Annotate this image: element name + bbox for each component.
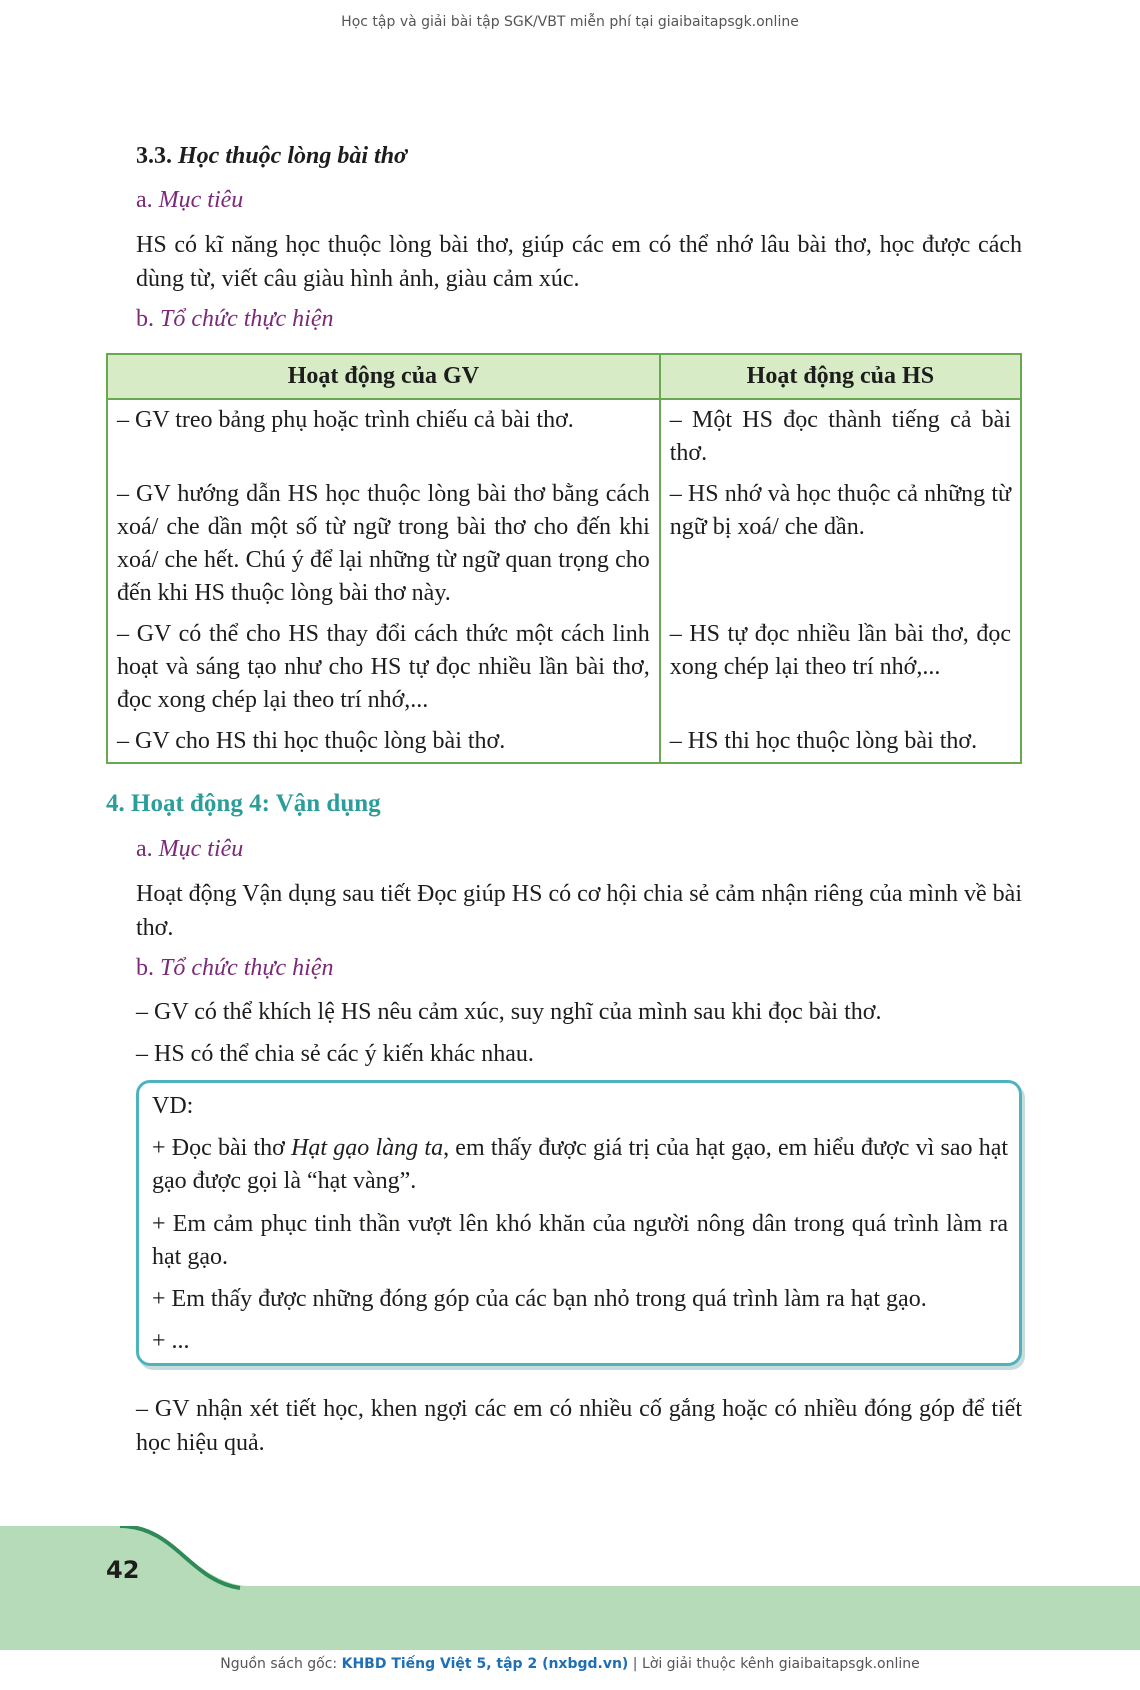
closing-text: – GV nhận xét tiết học, khen ngợi các em có nhiều cố gắng hoặc có nhiều đóng góp để tiết học hiệu quả.	[136, 1396, 1022, 1456]
footer-source: KHBD Tiếng Việt 5, tập 2 (nxbgd.vn)	[341, 1656, 629, 1672]
example-line-3: + Em thấy được những đóng góp của các bạn nhỏ trong quá trình làm ra hạt gạo.	[152, 1286, 927, 1312]
example-line-1-pre: + Đọc bài thơ	[152, 1135, 292, 1161]
org-letter: b.	[136, 955, 154, 981]
activity4-goal-heading	[136, 836, 243, 863]
page-number: 42	[106, 1556, 140, 1584]
table-row	[107, 721, 1021, 763]
goal-label: Mục tiêu	[158, 187, 244, 213]
table-row	[107, 474, 1021, 614]
hs-cell: – HS tự đọc nhiều lần bài thơ, đọc xong chép lại theo trí nhớ,...	[660, 614, 1021, 721]
bullet-2: – HS có thể chia sẻ các ý kiến khác nhau.	[136, 1041, 534, 1067]
footer-pre: Nguồn sách gốc:	[220, 1656, 342, 1672]
org-letter: b.	[136, 306, 154, 332]
gv-cell: – GV có thể cho HS thay đổi cách thức một cách linh hoạt và sáng tạo như cho HS tự đọc nhiều lần bài thơ, đọc xong chép lại theo trí nhớ,...	[107, 614, 660, 721]
goal-text: HS có kĩ năng học thuộc lòng bài thơ, giúp các em có thể nhớ lâu bài thơ, học được cách dùng từ, viết câu giàu hình ảnh, giàu cảm xúc.	[136, 232, 1022, 292]
hs-cell: – HS thi học thuộc lòng bài thơ.	[660, 721, 1021, 763]
header-note: Học tập và giải bài tập SGK/VBT miễn phí tại giaibaitapsgk.online	[341, 14, 799, 30]
goal-heading	[136, 187, 243, 214]
footer-note	[0, 1656, 1140, 1672]
example-line-1	[152, 1132, 1008, 1198]
goal-label: Mục tiêu	[158, 836, 244, 862]
header-hs: Hoạt động của HS	[660, 354, 1021, 399]
section-number: 3.3.	[136, 143, 172, 169]
footer-band	[0, 1526, 1140, 1650]
gv-cell: – GV hướng dẫn HS học thuộc lòng bài thơ bằng cách xoá/ che dần một số từ ngữ trong bài thơ cho đến khi xoá/ che hết. Chú ý để lại những từ ngữ quan trọng cho đến khi HS thuộc lòng bài thơ này.	[107, 474, 660, 614]
hs-cell: – HS nhớ và học thuộc cả những từ ngữ bị xoá/ che dần.	[660, 474, 1021, 614]
gv-cell: – GV treo bảng phụ hoặc trình chiếu cả bài thơ.	[107, 399, 660, 474]
org-label: Tổ chức thực hiện	[160, 955, 334, 981]
activity4-heading: 4. Hoạt động 4: Vận dụng	[106, 790, 381, 817]
example-label: VD:	[152, 1093, 194, 1119]
bullet-1: – GV có thể khích lệ HS nêu cảm xúc, suy nghĩ của mình sau khi đọc bài thơ.	[136, 999, 882, 1025]
goal-letter: a.	[136, 187, 153, 213]
header-gv: Hoạt động của GV	[107, 354, 660, 399]
activity4-org-heading	[136, 955, 333, 982]
activity-table	[106, 353, 1022, 764]
section-title: Học thuộc lòng bài thơ	[178, 143, 407, 169]
table-row	[107, 614, 1021, 721]
example-line-2: + Em cảm phục tinh thần vượt lên khó khăn của người nông dân trong quá trình làm ra hạt gạo.	[152, 1211, 1008, 1270]
example-line-4: + ...	[152, 1328, 190, 1354]
example-line-1-post: , em thấy được giá trị của hạt gạo, em hiểu được vì sao hạt gạo được gọi là “hạt vàng”.	[152, 1135, 1009, 1194]
poem-title: Hạt gạo làng ta	[291, 1135, 444, 1161]
footer-post: | Lời giải thuộc kênh giaibaitapsgk.online	[628, 1656, 920, 1672]
table-header-row	[107, 354, 1021, 399]
hs-cell: – Một HS đọc thành tiếng cả bài thơ.	[660, 399, 1021, 474]
org-heading	[136, 306, 333, 333]
table-row	[107, 399, 1021, 474]
gv-cell: – GV cho HS thi học thuộc lòng bài thơ.	[107, 721, 660, 763]
activity4-goal-text: Hoạt động Vận dụng sau tiết Đọc giúp HS có cơ hội chia sẻ cảm nhận riêng của mình về bài thơ.	[136, 881, 1022, 941]
goal-letter: a.	[136, 836, 153, 862]
org-label: Tổ chức thực hiện	[160, 306, 334, 332]
section-heading	[136, 143, 407, 170]
